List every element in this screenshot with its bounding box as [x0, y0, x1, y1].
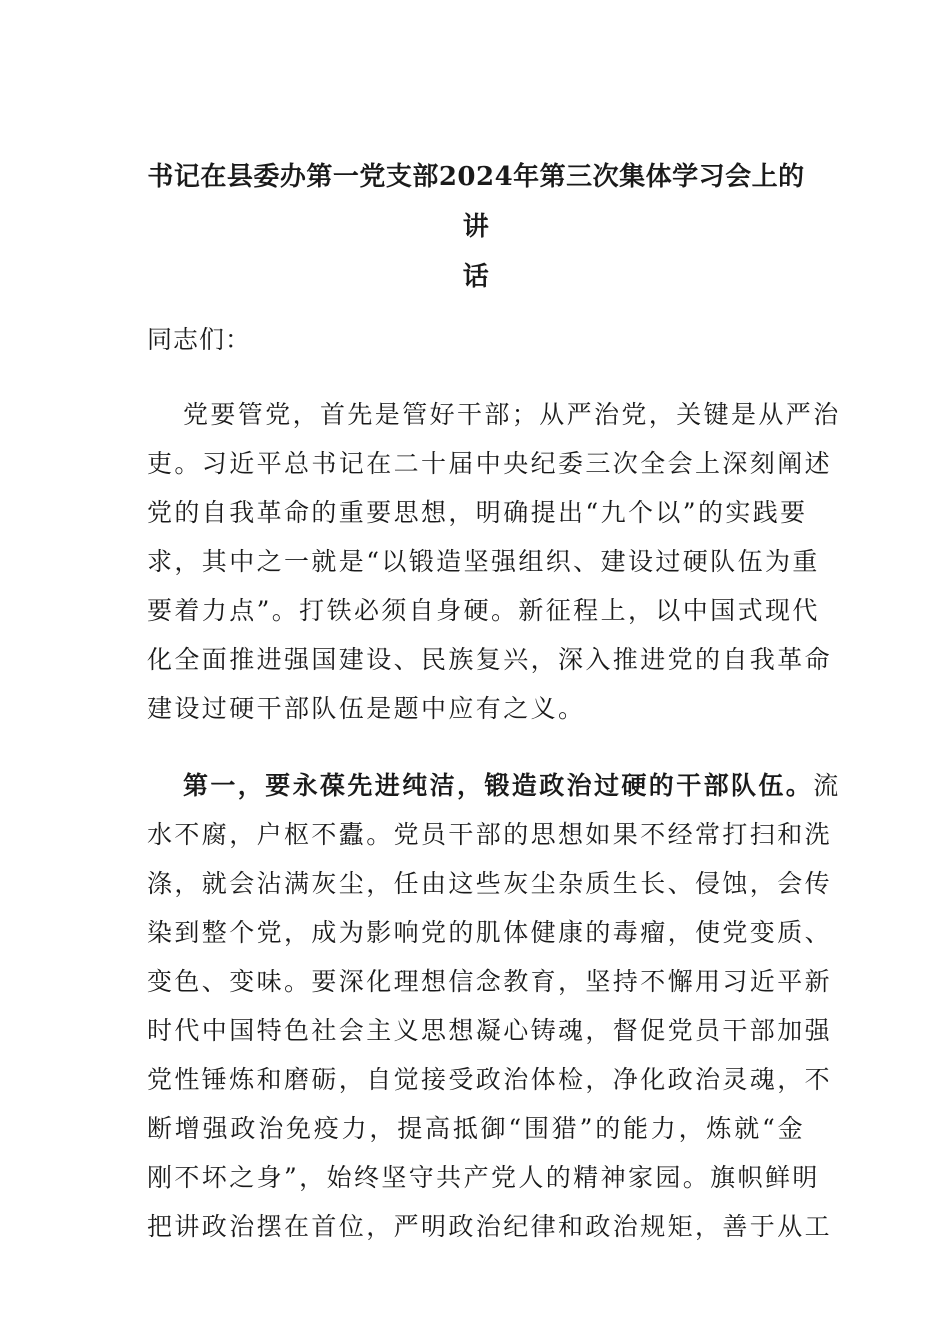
paragraph-2-line: 刚不坏之身”，始终坚守共产党人的精神家园。旗帜鲜明 — [147, 1163, 820, 1192]
paragraph-1 — [147, 390, 841, 733]
paragraph-1-line: 党要管党，首先是管好干部；从严治党，关键是从严治 — [183, 400, 841, 429]
paragraph-1-line: 建设过硬干部队伍是题中应有之义。 — [147, 694, 586, 723]
paragraph-2-lead: 第一，要永葆先进纯洁，锻造政治过硬的干部队伍。 — [183, 771, 814, 800]
salutation: 同志们： — [147, 325, 252, 354]
paragraph-2-line: 染到整个党，成为影响党的肌体健康的毒瘤，使党变质、 — [147, 918, 833, 947]
paragraph-1-line: 化全面推进强国建设、民族复兴，深入推进党的自我革命 — [147, 645, 833, 674]
paragraph-2 — [147, 761, 841, 1251]
paragraph-2-first-line — [147, 761, 841, 810]
paragraph-2-line: 断增强政治免疫力，提高抵御“围猎”的能力，炼就“金 — [147, 1114, 805, 1143]
document-page — [147, 152, 841, 1251]
paragraph-2-first-tail: 流 — [813, 771, 841, 800]
paragraph-1-line: 吏。习近平总书记在二十届中央纪委三次全会上深刻阐述 — [147, 449, 833, 478]
paragraph-2-line: 时代中国特色社会主义思想凝心铸魂，督促党员干部加强 — [147, 1016, 833, 1045]
paragraph-2-line: 把讲政治摆在首位，严明政治纪律和政治规矩，善于从工 — [147, 1212, 833, 1241]
document-title — [147, 152, 805, 302]
paragraph-1-line: 党的自我革命的重要思想，明确提出“九个以”的实践要 — [147, 498, 808, 527]
title-line-1: 书记在县委办第一党支部2024年第三次集体学习会上的讲 — [147, 162, 805, 242]
paragraph-1-line: 求，其中之一就是“以锻造坚强组织、建设过硬队伍为重 — [147, 547, 820, 576]
paragraph-2-line: 水不腐，户枢不蠹。党员干部的思想如果不经常打扫和洗 — [147, 820, 833, 849]
paragraph-2-line: 党性锤炼和磨砺，自觉接受政治体检，净化政治灵魂，不 — [147, 1065, 833, 1094]
title-line-2: 话 — [462, 262, 490, 292]
paragraph-gap — [147, 733, 805, 761]
paragraph-2-line: 涤，就会沾满灰尘，任由这些灰尘杂质生长、侵蚀，会传 — [147, 869, 833, 898]
paragraph-1-line: 要着力点”。打铁必须自身硬。新征程上，以中国式现代 — [147, 596, 820, 625]
paragraph-2-line: 变色、变味。要深化理想信念教育，坚持不懈用习近平新 — [147, 967, 833, 996]
